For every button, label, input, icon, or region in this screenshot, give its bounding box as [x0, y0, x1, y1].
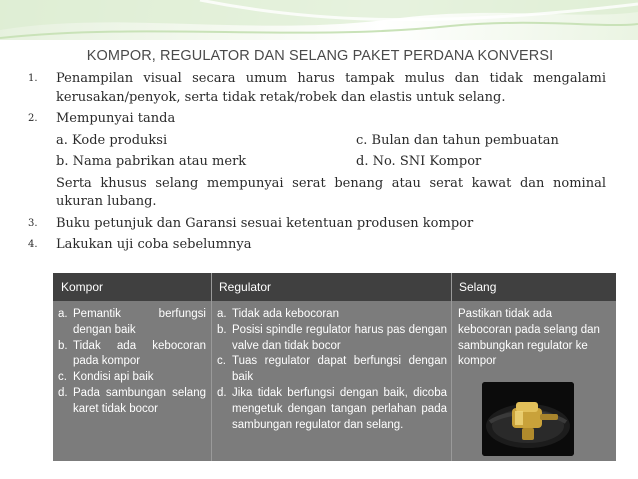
item-number: 4. [28, 239, 38, 250]
regulator-point: b. Posisi spindle regulator harus pas dengan valve dan tidak bocor [217, 323, 447, 352]
item-extra-text: Serta khusus selang mempunyai serat benang atau serat kawat dan nominal ukuran lubang. [56, 175, 606, 209]
item-text: Buku petunjuk dan Garansi sesuai ketentuan produsen kompor [56, 215, 474, 231]
item-text: Mempunyai tanda [56, 111, 176, 126]
header-regulator: Regulator [219, 280, 272, 294]
header-kompor: Kompor [61, 280, 104, 294]
kompor-point: a. Pemantik berfungsi dengan baik [58, 308, 206, 336]
mark-item: d. No. SNI Kompor [356, 154, 482, 169]
mark-item: c. Bulan dan tahun pembuatan [356, 132, 559, 148]
mark-grid [56, 132, 606, 172]
regulator-point: d. Jika tidak berfungsi dengan baik, dicoba mengetuk dengan tangan perlahan pada sambungan regulator dan selang. [217, 386, 447, 431]
mark-item: a. Kode produksi [56, 132, 168, 148]
kompor-point: c. Kondisi api baik [58, 371, 154, 384]
kompor-point: d. Pada sambungan selang karet tidak bocor [58, 386, 206, 415]
column-divider [451, 273, 452, 461]
header-selang: Selang [459, 280, 497, 294]
slide-title: KOMPOR, REGULATOR DAN SELANG PAKET PERDANA KONVERSI [86, 48, 554, 64]
item-number: 1. [28, 73, 38, 84]
regulator-image [482, 382, 574, 456]
regulator-point: a. Tidak ada kebocoran [217, 308, 339, 320]
column-divider [211, 273, 212, 461]
item-number: 2. [28, 113, 38, 124]
requirements-list [28, 70, 606, 255]
item-text: Penampilan visual secara umum harus tampak mulus dan tidak mengalami kerusakan/penyok, serta tidak retak/robek dan elastis untuk selang. [56, 71, 606, 105]
item-text: Lakukan uji coba sebelumnya [56, 237, 252, 252]
selang-cell: Pastikan tidak ada kebocoran pada selang dan sambungkan regulator ke kompor [458, 308, 600, 368]
list-item [28, 110, 606, 212]
list-item [28, 70, 606, 107]
list-item [28, 215, 606, 234]
table-header-row [53, 273, 616, 301]
kompor-point: b. Tidak ada kebocoran pada kompor [58, 339, 206, 368]
regulator-point: c. Tuas regulator dapat berfungsi dengan baik [217, 355, 447, 384]
item-number: 3. [28, 217, 38, 229]
regulator-cell [217, 307, 447, 433]
list-item [28, 236, 606, 255]
wave-decoration [0, 0, 638, 42]
kompor-cell [58, 307, 206, 418]
mark-item: b. Nama pabrikan atau merk [56, 154, 247, 169]
regulator-photo [482, 382, 574, 456]
